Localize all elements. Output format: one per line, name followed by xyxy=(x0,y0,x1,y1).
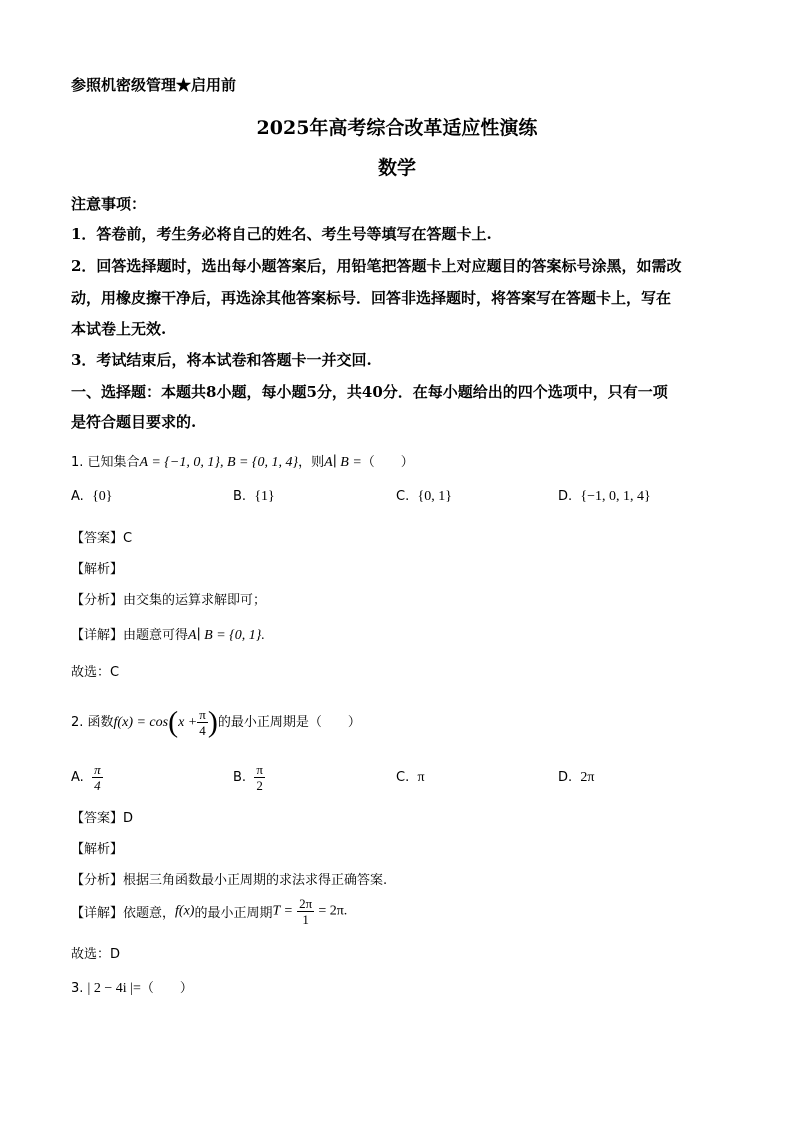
notice-item-2-line-3: 本试卷上无效. xyxy=(71,320,167,338)
q2-option-c[interactable]: C. π xyxy=(396,770,425,785)
section-1-line-1: 一、选择题：本题共8小题，每小题5分，共40分．在每小题给出的四个选项中，只有一项 xyxy=(71,383,668,401)
q2-prefix: 2. 函数 xyxy=(71,715,114,730)
q2-fenxi: 【分析】根据三角函数最小正周期的求法求得正确答案. xyxy=(71,873,388,888)
q2-answer: 【答案】D xyxy=(71,811,134,826)
q1-option-a[interactable]: A. {0} xyxy=(71,489,113,504)
notice-item-2-line-2: 动，用橡皮擦干净后，再选涂其他答案标号．回答非选择题时，将答案写在答题卡上，写在 xyxy=(71,289,672,307)
section-1-line-2: 是符合题目要求的. xyxy=(71,413,197,431)
q1-option-c[interactable]: C. {0, 1} xyxy=(396,489,452,504)
q2-analysis-tag: 【解析】 xyxy=(71,842,124,857)
q3-stem: 3. | 2 − 4i |=（ ） xyxy=(71,981,193,996)
q1-fenxi: 【分析】由交集的运算求解即可； xyxy=(71,593,267,608)
q1-prefix: 1. 已知集合 xyxy=(71,455,140,470)
notice-item-3: 3．考试结束后，将本试卷和答题卡一并交回. xyxy=(71,351,372,369)
q1-mid: ，则 xyxy=(298,455,325,470)
q1-suffix: （ ） xyxy=(361,455,414,470)
notice-heading: 注意事项： xyxy=(71,195,147,213)
q2-frac: $\frac{\pi}{4}$ xyxy=(199,707,206,738)
q2-option-a[interactable]: A. $\frac{\pi}{4}$ xyxy=(71,762,101,793)
confidential-label: 参照机密级管理★启用前 xyxy=(71,76,237,94)
q2-func: f(x) = cos xyxy=(113,715,169,730)
q2-option-d[interactable]: D. 2π xyxy=(558,770,595,785)
q2-stem: 2. 函数f(x) = cos(x + $\frac{\pi}{4}$ )的最小正周期是（ ） xyxy=(71,705,361,739)
q1-option-b[interactable]: B. {1} xyxy=(233,489,275,504)
q2-option-b[interactable]: B. $\frac{\pi}{2}$ xyxy=(233,762,263,793)
q1-analysis-tag: 【解析】 xyxy=(71,562,124,577)
q1-option-d[interactable]: D. {−1, 0, 1, 4} xyxy=(558,489,651,504)
notice-item-1: 1．答卷前，考生务必将自己的姓名、考生号等填写在答题卡上. xyxy=(71,225,492,243)
q1-sets: A = {−1, 0, 1}, B = {0, 1, 4} xyxy=(139,455,299,470)
q1-stem xyxy=(71,451,414,471)
subject-title: 数学 xyxy=(377,157,416,179)
q1-detail: 【详解】由题意可得A∣ B = {0, 1}. xyxy=(71,628,265,643)
q2-detail: 【详解】依题意，f(x)的最小正周期T = $\frac{2\pi}{1}$ = 2π. xyxy=(71,896,348,927)
q2-choose: 故选：D xyxy=(71,947,121,962)
notice-item-2-line-1: 2．回答选择题时，选出每小题答案后，用铅笔把答题卡上对应题目的答案标号涂黑，如需改 xyxy=(71,257,682,275)
exam-title: 2025年高考综合改革适应性演练 xyxy=(256,117,538,139)
q1-choose: 故选：C xyxy=(71,665,120,680)
q1-answer: 【答案】C xyxy=(71,531,133,546)
q1-expr: A∣ B = xyxy=(324,455,362,470)
